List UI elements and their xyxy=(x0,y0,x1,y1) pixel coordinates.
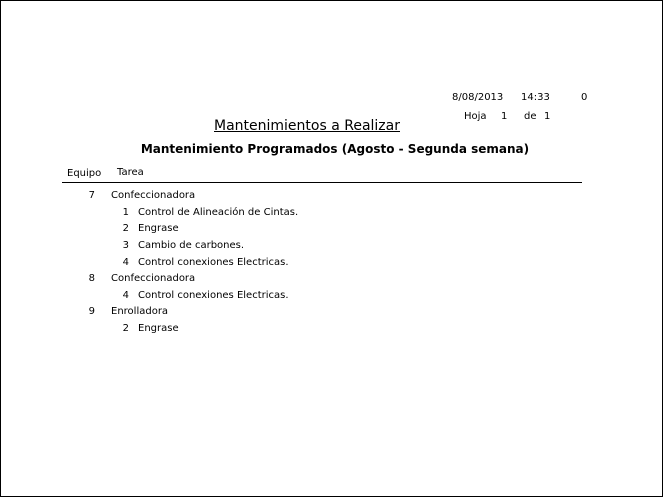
report-subtitle: Mantenimiento Programados (Agosto - Segunda semana) xyxy=(140,142,530,156)
task-name: Control conexiones Electricas. xyxy=(138,290,289,301)
column-header-equipment: Equipo xyxy=(67,168,102,179)
task-id: 4 xyxy=(122,290,129,301)
report-title: Mantenimientos a Realizar xyxy=(214,118,400,134)
of-label: de xyxy=(524,111,537,122)
equipment-id: 8 xyxy=(88,273,95,284)
task-id: 3 xyxy=(122,240,129,251)
task-name: Control de Alineación de Cintas. xyxy=(138,207,299,218)
sheet-total: 1 xyxy=(544,111,551,122)
task-id: 4 xyxy=(122,257,129,268)
header-divider xyxy=(62,182,582,183)
report-corner-value: 0 xyxy=(581,92,588,103)
task-name: Engrase xyxy=(138,323,179,334)
report-time: 14:33 xyxy=(521,92,550,103)
task-id: 2 xyxy=(122,323,129,334)
equipment-id: 7 xyxy=(88,190,95,201)
equipment-name: Confeccionadora xyxy=(111,273,196,284)
sheet-number: 1 xyxy=(501,111,508,122)
sheet-label: Hoja xyxy=(464,111,487,122)
equipment-id: 9 xyxy=(88,306,95,317)
equipment-name: Enrolladora xyxy=(111,306,169,317)
task-name: Engrase xyxy=(138,223,179,234)
report-date: 8/08/2013 xyxy=(452,92,504,103)
task-id: 2 xyxy=(122,223,129,234)
task-name: Control conexiones Electricas. xyxy=(138,257,289,268)
equipment-name: Confeccionadora xyxy=(111,190,196,201)
task-id: 1 xyxy=(122,207,129,218)
task-name: Cambio de carbones. xyxy=(138,240,245,251)
column-header-task: Tarea xyxy=(117,167,144,178)
